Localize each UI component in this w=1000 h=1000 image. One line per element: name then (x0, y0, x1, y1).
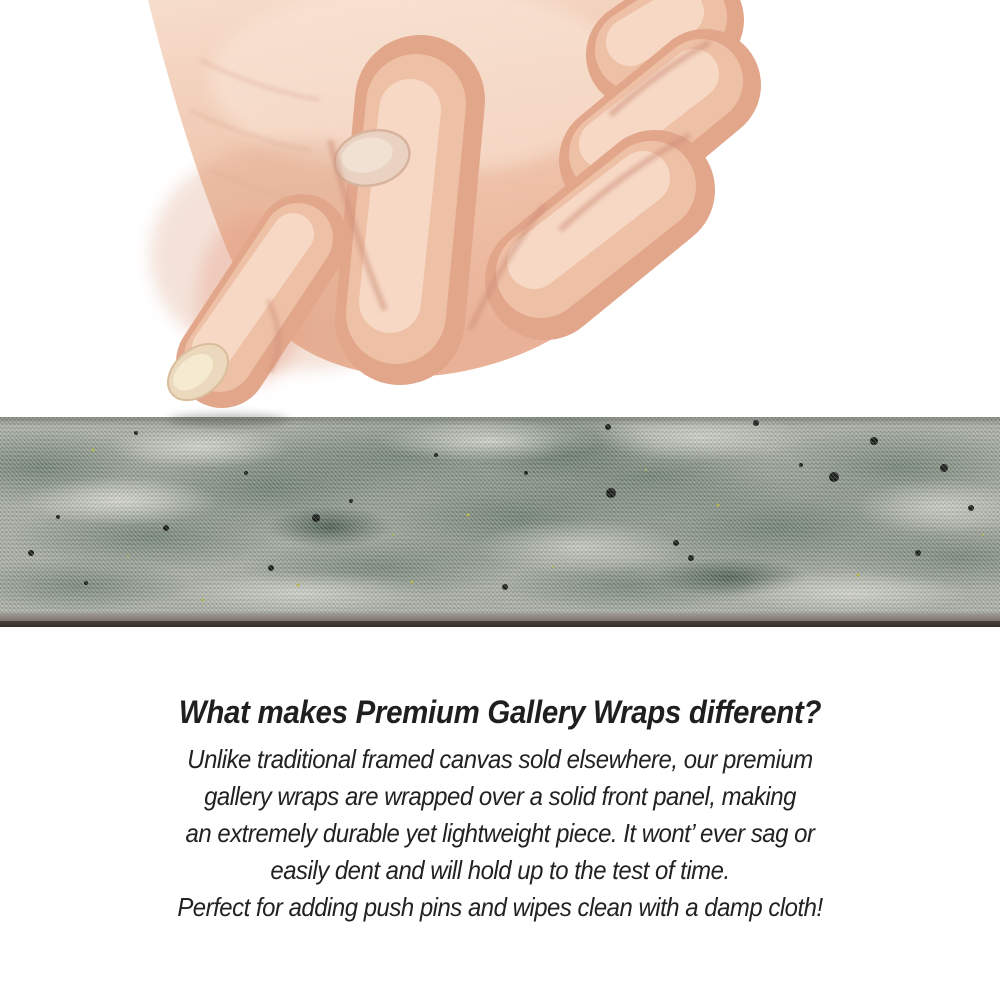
canvas-edge-strip (0, 417, 1000, 627)
info-line-4: easily dent and will hold up to the test of time. (270, 855, 730, 885)
canvas-bottom-edge (0, 621, 1000, 627)
thumb-contact-shadow (168, 413, 288, 427)
info-line-3: an extremely durable yet lightweight piece. It wont’ ever sag or (185, 818, 815, 848)
info-line-2: gallery wraps are wrapped over a solid front panel, making (204, 781, 796, 811)
info-line-5: Perfect for adding push pins and wipes clean with a damp cloth! (177, 892, 823, 922)
canvas-side-edge (0, 613, 1000, 621)
hand-pressing-thumb-photo (0, 0, 1000, 440)
info-title: What makes Premium Gallery Wraps different? (178, 694, 822, 730)
canvas-texture (0, 417, 1000, 613)
info-text-block (40, 692, 960, 926)
info-line-1: Unlike traditional framed canvas sold elsewhere, our premium (187, 744, 813, 774)
